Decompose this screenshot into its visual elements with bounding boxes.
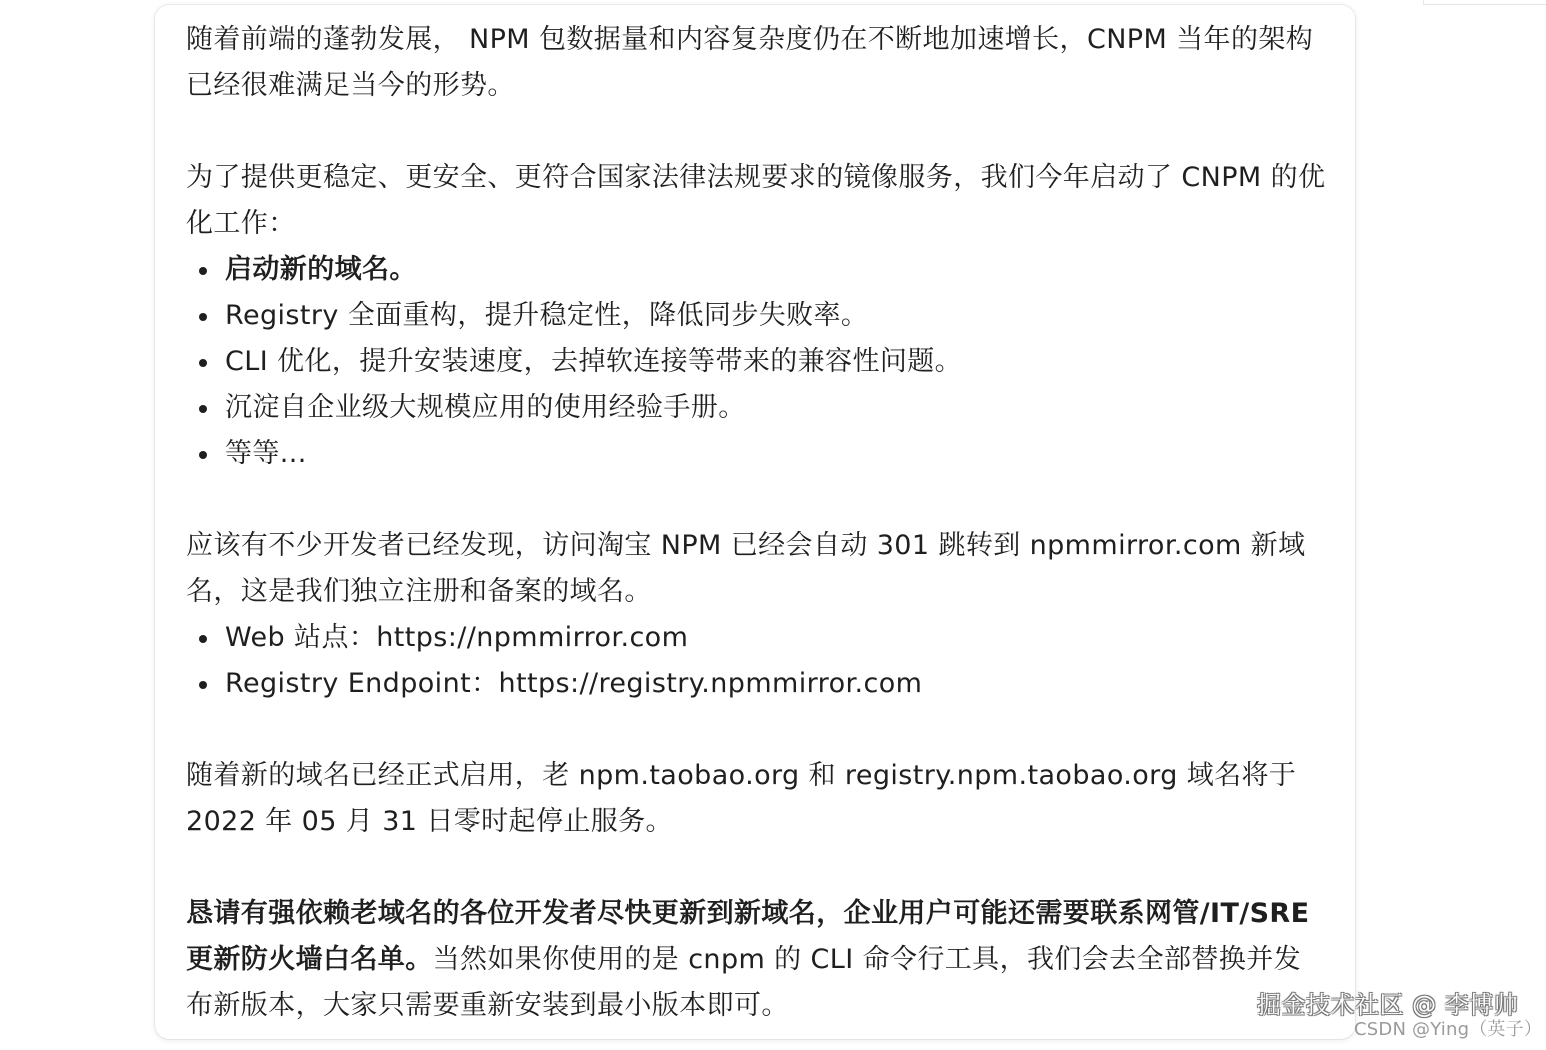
list-item: Registry Endpoint：https://registry.npmmirror.com	[186, 661, 1327, 707]
paragraph-optimization: 为了提供更稳定、更安全、更符合国家法律法规要求的镜像服务，我们今年启动了 CNPM 的优化工作：	[186, 162, 1326, 239]
request-bold-text: 恳请有强依赖老域名的各位开发者尽快更新到新域名，企业用户可能还需要联系网管/IT/SRE 更新防火墙白名单。	[186, 898, 1310, 975]
csdn-watermark: CSDN @Ying（英子）	[1354, 1019, 1543, 1040]
list-item: Web 站点：https://npmmirror.com	[186, 615, 1327, 661]
domain-list	[186, 615, 1327, 707]
list-item: CLI 优化，提升安装速度，去掉软连接等带来的兼容性问题。	[186, 339, 1327, 385]
list-item: 启动新的域名。	[186, 247, 1327, 293]
paragraph-request	[186, 891, 1327, 1029]
paragraph-shutdown: 随着新的域名已经正式启用，老 npm.taobao.org 和 registry.npm.taobao.org 域名将于 2022 年 05 月 31 日零时起停止服务。	[186, 760, 1297, 837]
paragraph-gap	[186, 845, 1327, 891]
optimization-list	[186, 247, 1327, 477]
request-rest-text: 当然如果你使用的是 cnpm 的 CLI 命令行工具，我们会去全部替换并发布新版本，大家只需要重新安装到最小版本即可。	[186, 944, 1301, 1021]
paragraph-intro: 随着前端的蓬勃发展， NPM 包数据量和内容复杂度仍在不断地加速增长，CNPM 当年的架构已经很难满足当今的形势。	[186, 24, 1314, 101]
paragraph-gap	[186, 109, 1327, 155]
paragraph-gap	[186, 707, 1327, 753]
article-card	[155, 5, 1355, 1039]
paragraph-redirect: 应该有不少开发者已经发现，访问淘宝 NPM 已经会自动 301 跳转到 npmmirror.com 新域名，这是我们独立注册和备案的域名。	[186, 530, 1306, 607]
paragraph-gap	[186, 477, 1327, 523]
juejin-watermark: 掘金技术社区 @ 李博帅	[1257, 991, 1519, 1019]
list-item: Registry 全面重构，提升稳定性，降低同步失败率。	[186, 293, 1327, 339]
top-right-divider	[1423, 0, 1546, 5]
list-item: 等等...	[186, 431, 1327, 477]
list-item: 沉淀自企业级大规模应用的使用经验手册。	[186, 385, 1327, 431]
